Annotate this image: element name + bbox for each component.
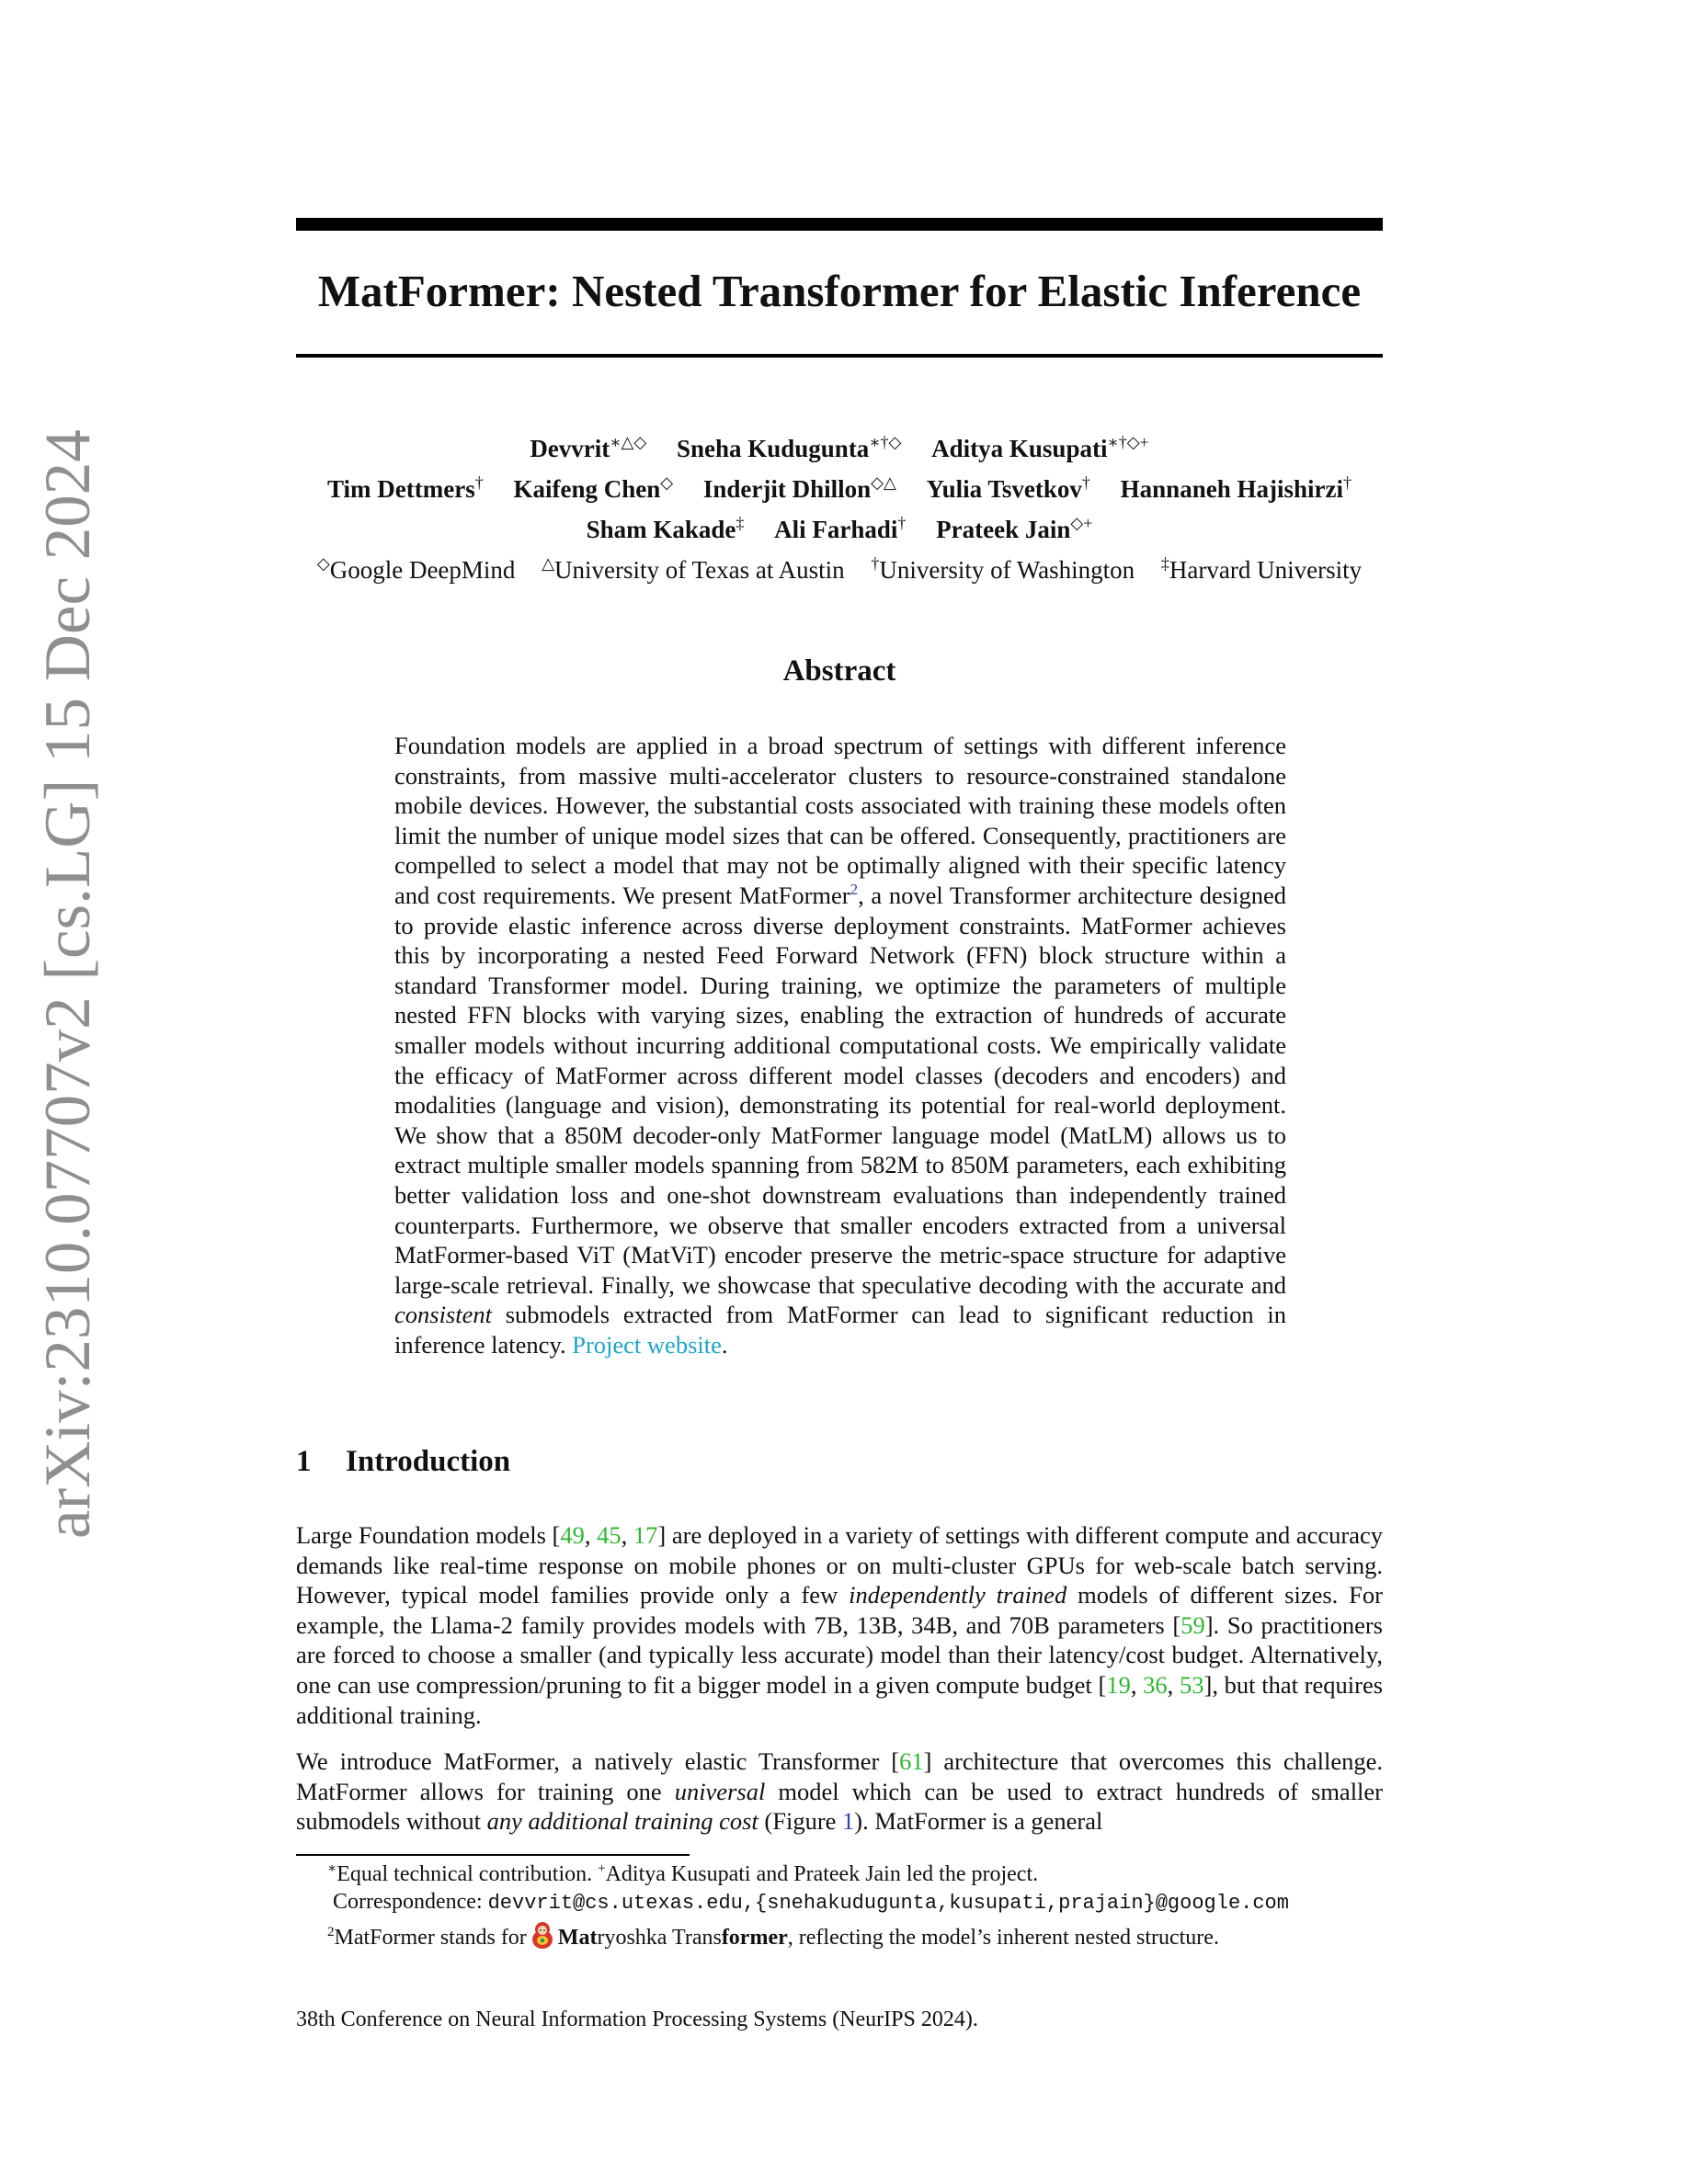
- citation-link[interactable]: 59: [1180, 1610, 1205, 1639]
- abstract-heading: Abstract: [782, 654, 896, 688]
- affiliation-name: Google DeepMind: [329, 556, 516, 584]
- matryoshka-doll-icon: [530, 1921, 554, 1956]
- paper-title: MatFormer: Nested Transformer for Elastic Inference: [317, 266, 1362, 316]
- author-name: Kaifeng Chen: [513, 475, 661, 503]
- author-row-1: [276, 428, 1403, 469]
- citation-link[interactable]: 49: [560, 1521, 585, 1549]
- figure-ref-link[interactable]: 1: [842, 1807, 855, 1836]
- footnotes: [327, 1860, 1383, 1956]
- author-name: Sham Kakade: [586, 516, 736, 543]
- author-name: Yulia Tsvetkov: [926, 475, 1082, 503]
- footnote-2: $^2$MatFormer stands for Matryoshka Transformer, reflecting the model’s inherent nested structure.: [327, 1921, 1383, 1956]
- author-row-3: [276, 509, 1403, 550]
- author-name: Sneha Kudugunta: [676, 435, 870, 462]
- citation-link[interactable]: 17: [633, 1521, 658, 1549]
- project-website-link[interactable]: Project website: [572, 1330, 722, 1359]
- affiliation-mark: †: [871, 554, 880, 573]
- author-marks: †: [897, 514, 907, 532]
- affiliations: [276, 550, 1403, 590]
- title-top-rule: [296, 218, 1383, 231]
- footnote-equal: ∗Equal technical contribution. +Aditya Kusupati and Prateek Jain led the project.: [327, 1861, 1039, 1886]
- author-marks: †: [474, 473, 484, 492]
- section-number: 1: [296, 1445, 312, 1478]
- affiliation-name: University of Texas at Austin: [554, 556, 845, 584]
- footnote-correspondence: Correspondence: devvrit@cs.utexas.edu,{snehakudugunta,kusupati,prajain}@google.com: [333, 1890, 1289, 1915]
- citation-link[interactable]: 45: [597, 1521, 622, 1549]
- citation-link[interactable]: 53: [1180, 1670, 1204, 1699]
- author-marks: ◇+: [1070, 514, 1093, 532]
- section-title: Introduction: [346, 1445, 511, 1478]
- correspondence-emails: devvrit@cs.utexas.edu,{snehakudugunta,kusupati,prajain}@google.com: [487, 1892, 1289, 1915]
- abstract-text: Foundation models are applied in a broad spectrum of settings with different inference constraints, from massive multi-accelerator clusters to resource-constrained standalone mobile devices. However, the substantial costs associated with training these models often limit the number of unique model sizes that can be offered. Consequently, practitioners are compelled to select a model that may not be optimally aligned with their specific latency and cost requirements. We present MatFormer$^2$, a novel Transformer architecture designed to provide elastic inference across diverse deployment constraints. MatFormer achieves this by incorporating a nested Feed Forward Network (FFN) block structure within a standard Transformer model. During training, we optimize the parameters of multiple nested FFN blocks with varying sizes, enabling the extraction of hundreds of accurate smaller models without incurring additional computational costs. We empirically validate the efficacy of MatFormer across different model classes (decoders and encoders) and modalities (language and vision), demonstrating its potential for real-world deployment. We show that a 850M decoder-only MatFormer language model (MatLM) allows us to extract multiple smaller models spanning from 582M to 850M parameters, each exhibiting better validation loss and one-shot downstream evaluations than independently trained counterparts. Furthermore, we observe that smaller encoders extracted from a universal MatFormer-based ViT (MatViT) encoder preserve the metric-space structure for adaptive large-scale retrieval. Finally, we showcase that speculative decoding with the accurate and consistent submodels extracted from MatFormer can lead to significant reduction in inference latency. Project website.: [394, 732, 1286, 1359]
- arxiv-watermark: arXiv:2310.07707v2 [cs.LG] 15 Dec 2024: [32, 429, 104, 1539]
- footnote-2-ref[interactable]: 2: [850, 880, 859, 898]
- introduction-heading: [296, 1445, 510, 1479]
- citation-link[interactable]: 36: [1143, 1670, 1168, 1699]
- affiliation-name: Harvard University: [1169, 556, 1363, 584]
- affiliation-mark: ‡: [1160, 554, 1169, 573]
- author-name: Hannaneh Hajishirzi: [1120, 475, 1343, 503]
- author-marks: ∗△◇: [610, 433, 647, 451]
- author-name: Ali Farhadi: [774, 516, 898, 543]
- intro-paragraph-2: We introduce MatFormer, a natively elastic Transformer [61] architecture that overcomes this challenge. MatFormer allows for training one universal model which can be used to extract hundreds of smaller submodels without any additional training cost (Figure 1). MatFormer is a general: [296, 1747, 1383, 1836]
- author-marks: ∗†◇+: [1107, 433, 1149, 451]
- author-marks: ‡: [736, 514, 745, 532]
- title-bottom-rule: [296, 354, 1383, 358]
- venue-footer: 38th Conference on Neural Information Processing Systems (NeurIPS 2024).: [296, 2008, 978, 2031]
- author-marks: †: [1342, 473, 1352, 492]
- affiliation-mark: ◇: [316, 554, 330, 573]
- author-name: Devvrit: [530, 435, 610, 462]
- author-name: Prateek Jain: [936, 516, 1071, 543]
- author-name: Inderjit Dhillon: [702, 475, 872, 503]
- author-name: Tim Dettmers: [327, 475, 475, 503]
- affiliation-name: University of Washington: [879, 556, 1135, 584]
- author-block: [276, 428, 1403, 590]
- author-marks: ◇: [660, 473, 674, 492]
- author-name: Aditya Kusupati: [931, 435, 1108, 462]
- author-row-2: [276, 469, 1403, 509]
- author-marks: ∗†◇: [869, 433, 902, 451]
- intro-paragraph-1: Large Foundation models [49, 45, 17] are deployed in a variety of settings with different compute and accuracy demands like real-time response on mobile phones or on multi-cluster GPUs for web-scale batch serving. However, typical model families provide only a few independently trained models of different sizes. For example, the Llama-2 family provides models with 7B, 13B, 34B, and 70B parameters [59]. So practitioners are forced to choose a smaller (and typically less accurate) model than their latency/cost budget. Alternatively, one can use compression/pruning to fit a bigger model in a given compute budget [19, 36, 53], but that requires additional training.: [296, 1521, 1384, 1729]
- affiliation-mark: △: [542, 554, 555, 573]
- footnote-rule: [296, 1854, 690, 1856]
- citation-link[interactable]: 19: [1106, 1670, 1131, 1699]
- citation-link[interactable]: 61: [899, 1747, 924, 1775]
- author-marks: ◇△: [871, 473, 896, 492]
- author-marks: †: [1081, 473, 1090, 492]
